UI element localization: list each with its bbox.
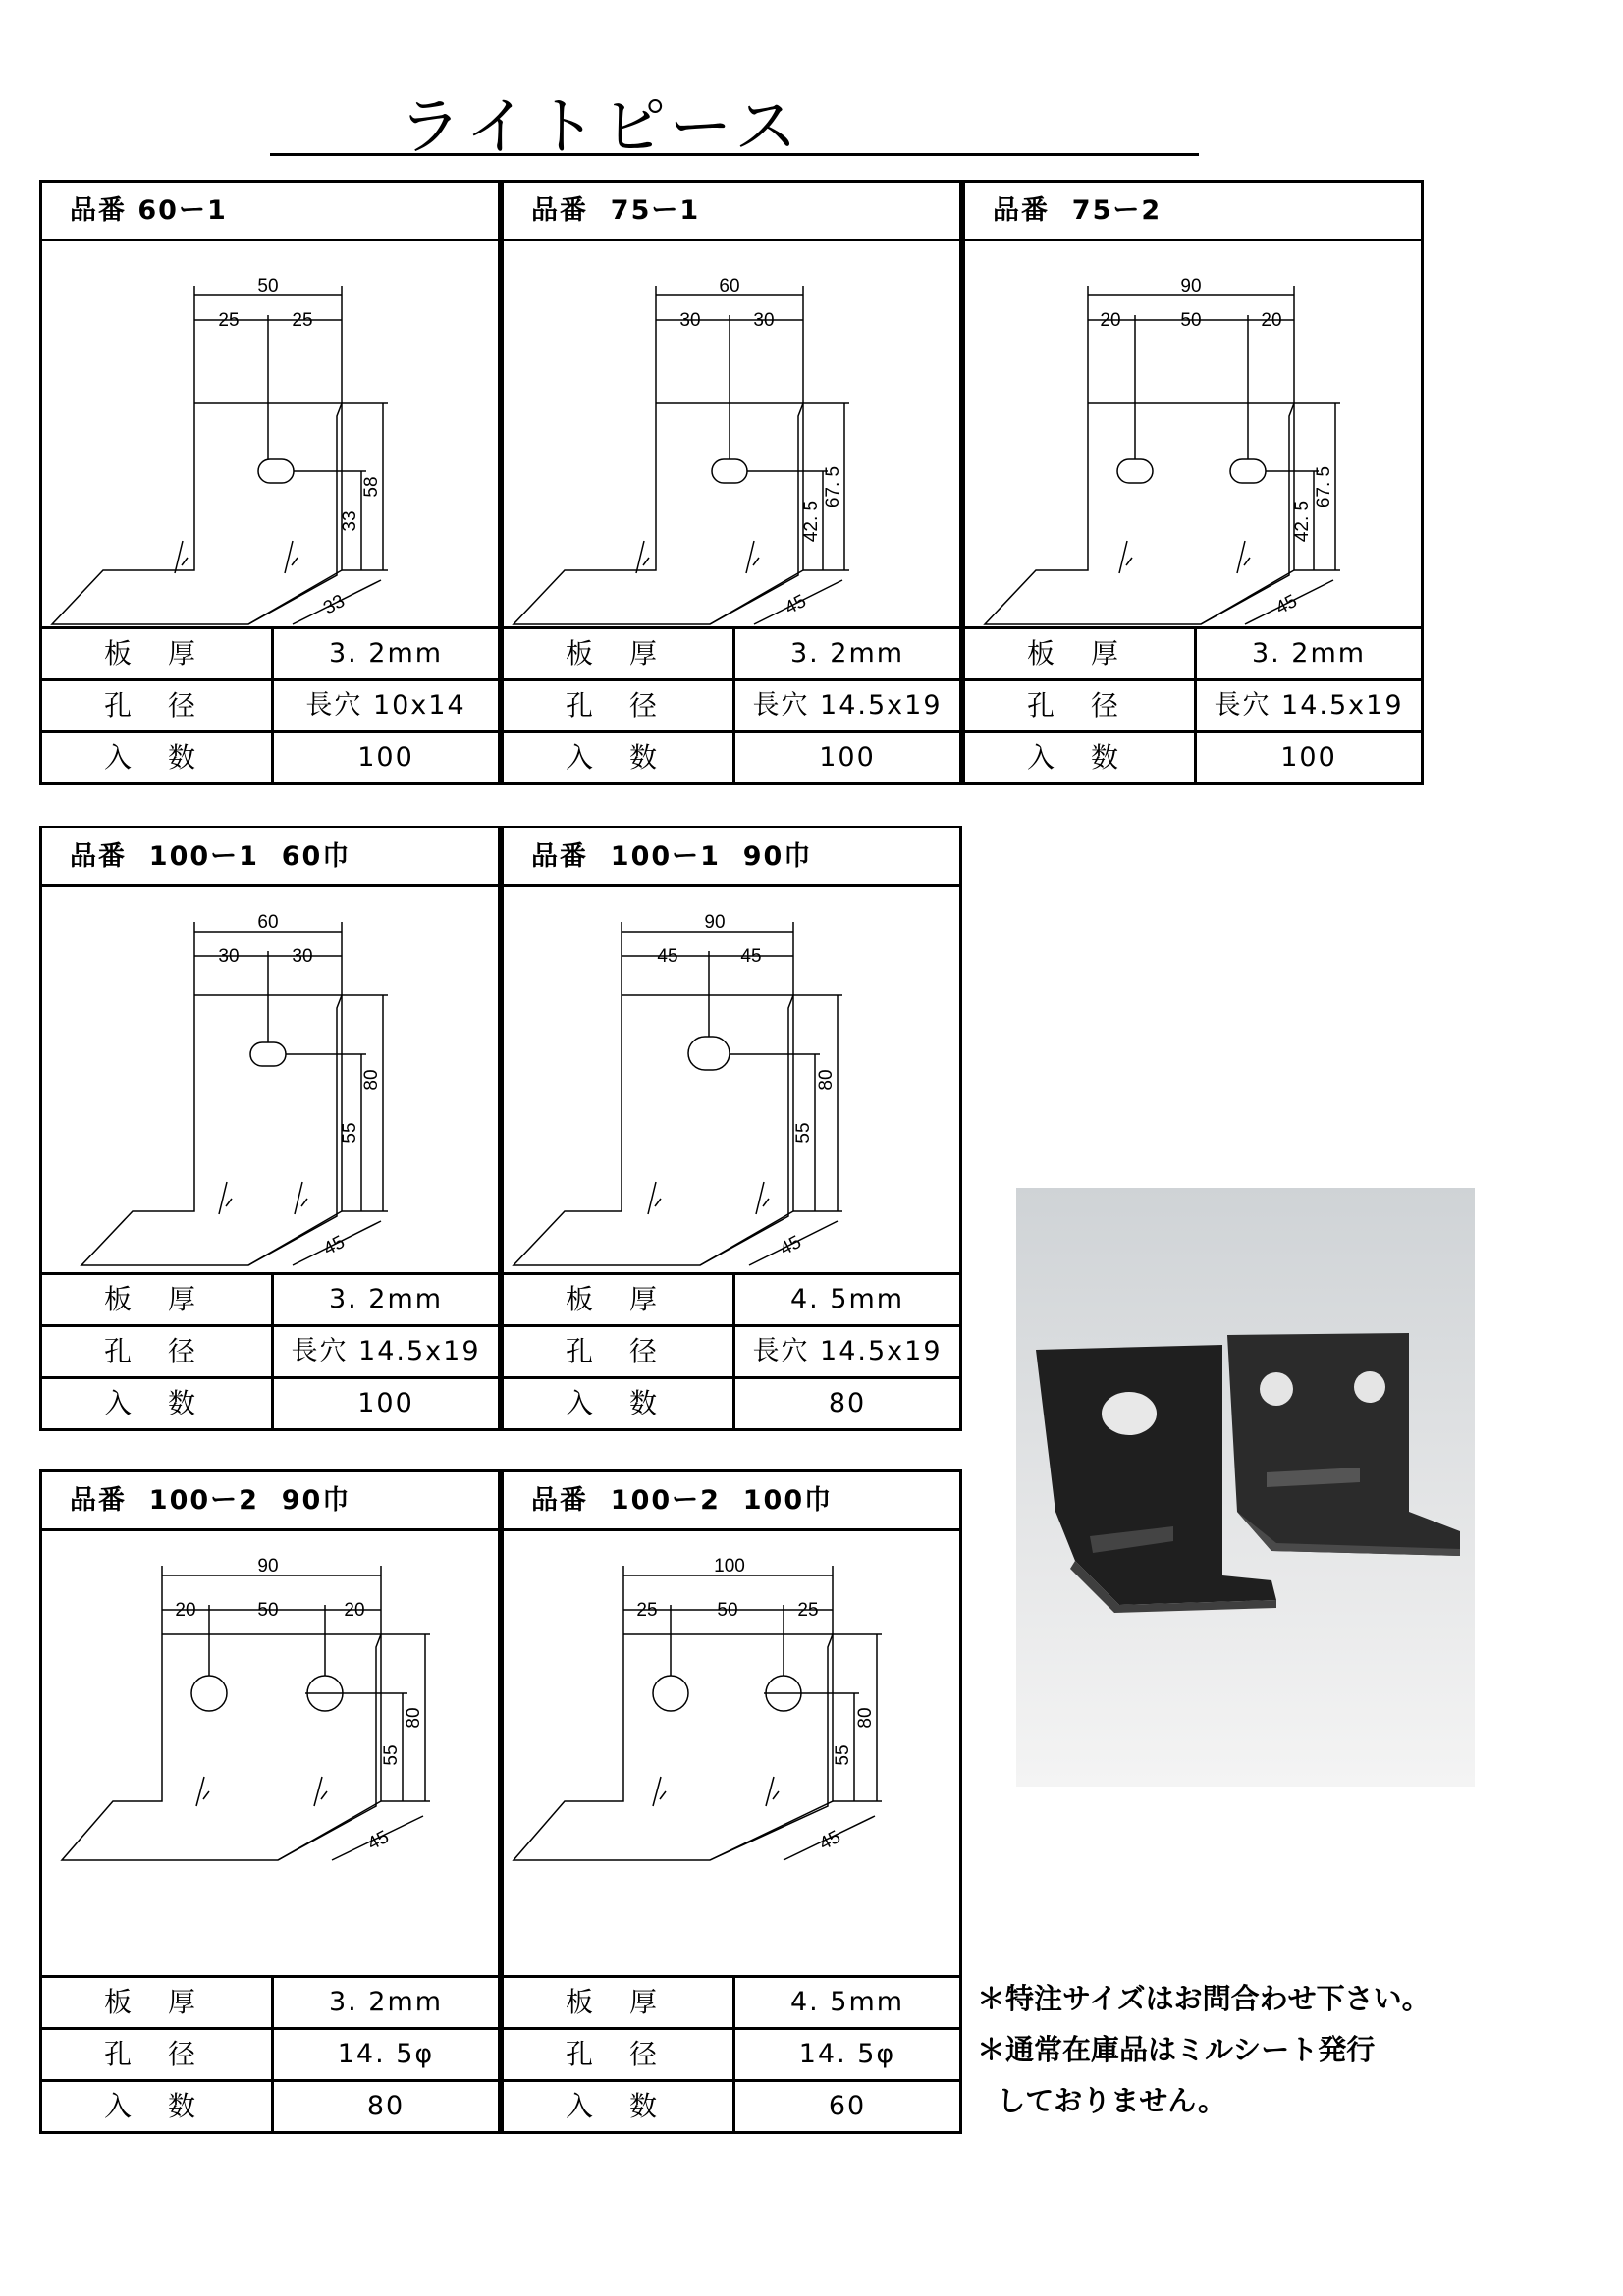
- dim-hole-height: 42. 5: [1292, 500, 1313, 543]
- spec-thickness: 板 厚 4. 5mm: [504, 1275, 959, 1327]
- spec-thickness: 板 厚 3. 2mm: [42, 1978, 498, 2030]
- spec-qty: 入 数 100: [42, 1379, 498, 1428]
- spec-thickness: 板 厚 4. 5mm: [504, 1978, 959, 2030]
- dim-right: 25: [292, 310, 313, 331]
- dim-top: 100: [714, 1556, 745, 1576]
- dim-left: 25: [218, 310, 240, 331]
- spec-hole: 孔 径 長穴 14.5x19: [42, 1327, 498, 1379]
- bracket-drawing: [42, 241, 498, 629]
- bracket-drawing: [42, 1531, 498, 1978]
- product-number: 品番 100ー1 60巾: [42, 828, 498, 887]
- dim-depth: 45: [1272, 590, 1301, 619]
- bracket-drawing: [504, 887, 959, 1275]
- note-mill-sheet: ＊通常在庫品はミルシート発行: [977, 2033, 1376, 2066]
- dim-top: 60: [719, 276, 740, 296]
- spec-hole: 孔 径 14. 5φ: [504, 2030, 959, 2082]
- spec-thickness: 板 厚 3. 2mm: [965, 629, 1421, 681]
- dim-right: 30: [292, 946, 313, 967]
- note-mill-sheet-cont: しておりません。: [977, 2084, 1226, 2117]
- spec-hole: 孔 径 14. 5φ: [42, 2030, 498, 2082]
- spec-qty: 入 数 80: [42, 2082, 498, 2131]
- dim-total-height: 80: [816, 1069, 837, 1091]
- dim-middle: 50: [717, 1600, 738, 1621]
- dim-total-height: 80: [855, 1707, 876, 1729]
- dim-depth: 45: [782, 590, 810, 619]
- product-number: 品番 60ー1: [42, 183, 498, 241]
- dim-left: 20: [1100, 310, 1121, 331]
- dim-hole-height: 55: [381, 1744, 402, 1766]
- dim-right: 25: [797, 1600, 819, 1621]
- dim-middle: 50: [257, 1600, 279, 1621]
- product-number: 品番 75ー2: [965, 183, 1421, 241]
- dim-middle: 50: [1180, 310, 1202, 331]
- spec-thickness: 板 厚 3. 2mm: [42, 629, 498, 681]
- notes: [977, 1973, 1431, 2126]
- dim-left: 45: [657, 946, 678, 967]
- bracket-drawing: [504, 1531, 959, 1978]
- bracket-drawing: [42, 887, 498, 1275]
- page-title: ライトピース: [398, 91, 804, 164]
- product-card-100-1-90: [501, 826, 962, 1431]
- product-number: 品番 100ー1 90巾: [504, 828, 959, 887]
- dim-depth: 33: [320, 590, 349, 619]
- dim-left: 30: [218, 946, 240, 967]
- bracket-drawing: [965, 241, 1421, 629]
- product-number: 品番 100ー2 90巾: [42, 1472, 498, 1531]
- spec-thickness: 板 厚 3. 2mm: [504, 629, 959, 681]
- spec-qty: 入 数 100: [42, 733, 498, 782]
- dim-total-height: 67. 5: [1314, 465, 1334, 508]
- spec-hole: 孔 径 長穴 14.5x19: [965, 681, 1421, 733]
- bracket-drawing: [504, 241, 959, 629]
- dim-hole-height: 55: [833, 1744, 853, 1766]
- note-custom-size: ＊特注サイズはお問合わせ下さい。: [977, 1982, 1431, 2015]
- dim-depth: 45: [320, 1231, 349, 1260]
- dim-right: 20: [344, 1600, 365, 1621]
- product-card-75-2: [962, 180, 1424, 785]
- dim-hole-height: 55: [793, 1122, 814, 1144]
- dim-right: 30: [753, 310, 775, 331]
- dim-right: 45: [740, 946, 762, 967]
- dim-top: 90: [704, 912, 726, 933]
- dim-depth: 45: [364, 1826, 393, 1855]
- dim-total-height: 67. 5: [823, 465, 843, 508]
- spec-qty: 入 数 80: [504, 1379, 959, 1428]
- dim-right: 20: [1261, 310, 1282, 331]
- spec-hole: 孔 径 長穴 14.5x19: [504, 681, 959, 733]
- dim-left: 20: [175, 1600, 196, 1621]
- dim-top: 60: [257, 912, 279, 933]
- dim-depth: 45: [816, 1826, 844, 1855]
- product-card-60-1: [39, 180, 501, 785]
- spec-hole: 孔 径 長穴 14.5x19: [504, 1327, 959, 1379]
- dim-top: 90: [257, 1556, 279, 1576]
- dim-hole-height: 42. 5: [801, 500, 822, 543]
- spec-thickness: 板 厚 3. 2mm: [42, 1275, 498, 1327]
- dim-left: 30: [679, 310, 701, 331]
- spec-hole: 孔 径 長穴 10x14: [42, 681, 498, 733]
- dim-left: 25: [636, 1600, 658, 1621]
- product-card-100-2-90: [39, 1469, 501, 2134]
- dim-total-height: 80: [404, 1707, 424, 1729]
- dim-total-height: 80: [361, 1069, 382, 1091]
- product-card-75-1: [501, 180, 962, 785]
- product-number: 品番 75ー1: [504, 183, 959, 241]
- product-card-100-1-60: [39, 826, 501, 1431]
- dim-hole-height: 33: [340, 510, 360, 532]
- product-card-100-2-100: [501, 1469, 962, 2134]
- dim-top: 90: [1180, 276, 1202, 296]
- dim-hole-height: 55: [340, 1122, 360, 1144]
- spec-qty: 入 数 60: [504, 2082, 959, 2131]
- spec-qty: 入 数 100: [504, 733, 959, 782]
- product-number: 品番 100ー2 100巾: [504, 1472, 959, 1531]
- product-photo: [1016, 1188, 1475, 1787]
- dim-total-height: 58: [361, 476, 382, 498]
- dim-top: 50: [257, 276, 279, 296]
- dim-depth: 45: [777, 1231, 805, 1260]
- spec-qty: 入 数 100: [965, 733, 1421, 782]
- title-underline: [270, 153, 1199, 156]
